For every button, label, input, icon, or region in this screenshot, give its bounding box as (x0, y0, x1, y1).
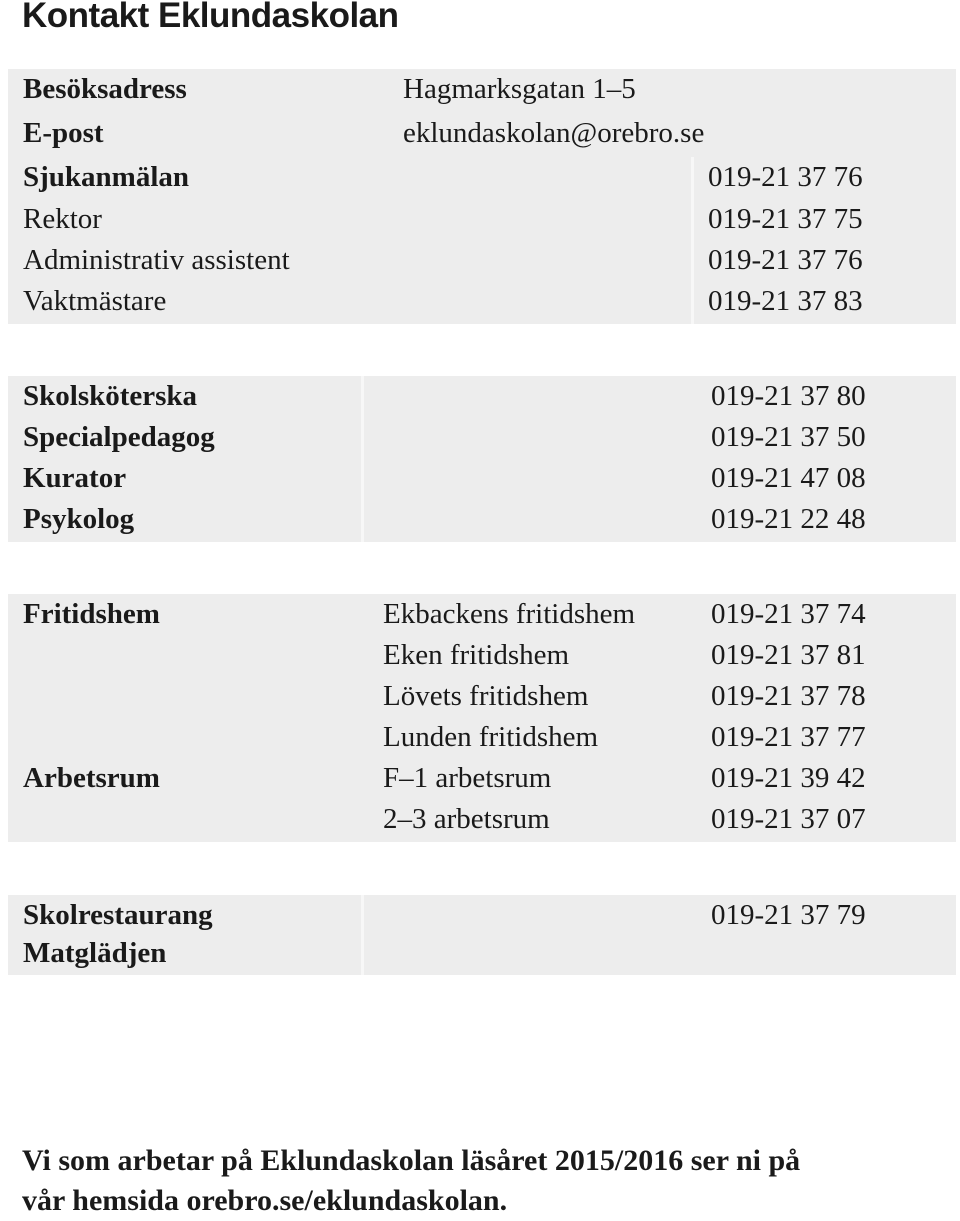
restaurant-row (8, 895, 956, 935)
fritidshem-phone: 019-21 37 81 (711, 639, 866, 671)
workroom-row-2 (8, 799, 956, 839)
email-row (8, 113, 956, 153)
restaurant-label-line1: Skolrestaurang (23, 899, 213, 931)
email-value[interactable]: eklundaskolan@orebro.se (403, 117, 705, 149)
email-label: E-post (23, 117, 104, 149)
sick-report-row (8, 157, 956, 197)
restaurant-label-line2: Matglädjen (23, 937, 167, 969)
school-nurse-label: Skolsköterska (23, 380, 198, 412)
visiting-address-row (8, 69, 956, 109)
workroom-label: Arbetsrum (23, 762, 160, 794)
fritidshem-phone: 019-21 37 77 (711, 721, 866, 753)
visiting-address-value: Hagmarksgatan 1–5 (403, 73, 636, 105)
school-restaurant-section (8, 895, 956, 975)
workroom-phone: 019-21 39 42 (711, 762, 866, 794)
page-title: Kontakt Eklundaskolan (22, 0, 399, 35)
restaurant-row-2 (8, 933, 956, 973)
special-educator-label: Specialpedagog (23, 421, 215, 453)
fritidshem-row-4 (8, 717, 956, 757)
fritidshem-name: Lunden fritidshem (383, 721, 599, 753)
workroom-name: F–1 arbetsrum (383, 762, 552, 794)
principal-phone: 019-21 37 75 (708, 203, 863, 235)
counselor-row (8, 458, 956, 498)
janitor-row (8, 281, 956, 321)
fritidshem-row-1 (8, 594, 956, 634)
footer-line-2: vår hemsida orebro.se/eklundaskolan. (22, 1184, 508, 1217)
principal-row (8, 199, 956, 239)
fritidshem-phone: 019-21 37 78 (711, 680, 866, 712)
fritidshem-row-3 (8, 676, 956, 716)
admin-assistant-phone: 019-21 37 76 (708, 244, 863, 276)
fritidshem-name: Eken fritidshem (383, 639, 570, 671)
fritidshem-label: Fritidshem (23, 598, 160, 630)
sick-report-label: Sjukanmälan (23, 161, 190, 193)
psychologist-phone: 019-21 22 48 (711, 503, 866, 535)
psychologist-row (8, 499, 956, 539)
fritidshem-name: Lövets fritidshem (383, 680, 589, 712)
special-educator-phone: 019-21 37 50 (711, 421, 866, 453)
fritidshem-phone: 019-21 37 74 (711, 598, 866, 630)
fritidshem-name: Ekbackens fritidshem (383, 598, 636, 630)
counselor-label: Kurator (23, 462, 127, 494)
admin-assistant-label: Administrativ assistent (23, 244, 290, 276)
special-educator-row (8, 417, 956, 457)
visiting-address-label: Besöksadress (23, 73, 187, 105)
counselor-phone: 019-21 47 08 (711, 462, 866, 494)
principal-label: Rektor (23, 203, 102, 235)
footer-line-1: Vi som arbetar på Eklundaskolan läsåret 2015/2016 ser ni på (22, 1144, 801, 1177)
footer-note (22, 1141, 942, 1221)
workroom-phone: 019-21 37 07 (711, 803, 866, 835)
restaurant-phone: 019-21 37 79 (711, 899, 866, 931)
sick-report-phone: 019-21 37 76 (708, 161, 863, 193)
workroom-name: 2–3 arbetsrum (383, 803, 550, 835)
after-school-section (8, 594, 956, 842)
admin-assistant-row (8, 240, 956, 280)
janitor-label: Vaktmästare (23, 285, 167, 317)
janitor-phone: 019-21 37 83 (708, 285, 863, 317)
workroom-row-1 (8, 758, 956, 798)
school-nurse-row (8, 376, 956, 416)
student-health-section (8, 376, 956, 542)
school-nurse-phone: 019-21 37 80 (711, 380, 866, 412)
psychologist-label: Psykolog (23, 503, 135, 535)
fritidshem-row-2 (8, 635, 956, 675)
general-contacts-section (8, 69, 956, 324)
